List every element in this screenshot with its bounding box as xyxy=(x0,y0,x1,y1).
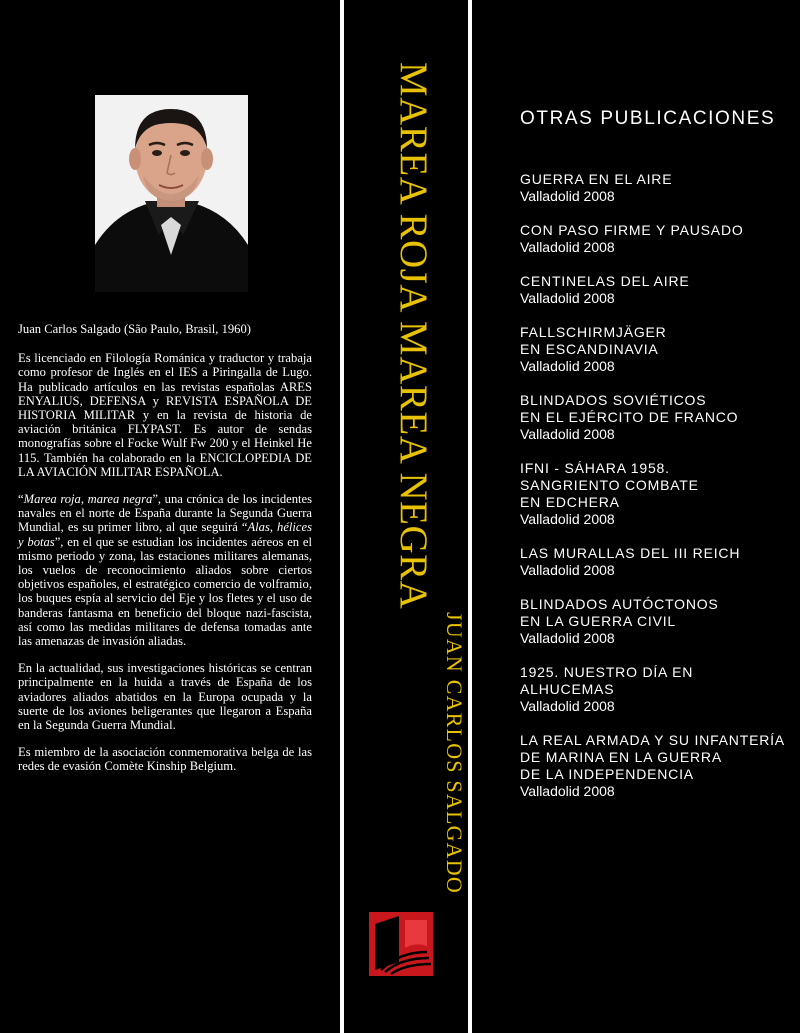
publication-title: CON PASO FIRME Y PAUSADO xyxy=(520,222,744,238)
publication-place-year: Valladolid 2008 xyxy=(520,698,615,714)
publication-title: BLINDADOS SOVIÉTICOS EN EL EJÉRCITO DE FRANCO xyxy=(520,392,739,425)
bio-paragraph-2-rest: ”, en el que se estudian los incidentes aéreos en el mismo periodo y zona, las estaciones militares alemanas, los vuelos de reconocimiento aliados sobre ciertos objetivos españoles, el estratégico comercio de volframio, los buques espía al servicio del Eje y los fletes y el uso de banderas fantasma en beneficio del bloque nazi-fascista, así como las medidas militares de defensa tomadas ante las amenazas de invasión aliadas. xyxy=(18,534,312,649)
author-portrait-image xyxy=(95,95,248,292)
publication-title: IFNI - SÁHARA 1958. SANGRIENTO COMBATE EN EDCHERA xyxy=(520,460,699,510)
publication-place-year: Valladolid 2008 xyxy=(520,188,615,204)
publication-title: GUERRA EN EL AIRE xyxy=(520,171,673,187)
spine-title: MAREA ROJA MAREA NEGRA xyxy=(392,62,435,610)
publication-item xyxy=(520,664,788,715)
bio-paragraph-4: Es miembro de la asociación conmemorativa belga de las redes de evasión Comète Kinship Belgium. xyxy=(18,745,312,774)
book-title-1: Marea roja, marea negra xyxy=(23,492,153,507)
publication-place-year: Valladolid 2008 xyxy=(520,783,615,799)
publication-title: 1925. NUESTRO DÍA EN ALHUCEMAS xyxy=(520,664,694,697)
book-title-2: Alas, hélices y botas xyxy=(18,520,312,549)
publication-item xyxy=(520,460,788,528)
publication-item xyxy=(520,392,788,443)
publication-item xyxy=(520,545,788,579)
bio-paragraph-1: Es licenciado en Filología Románica y traductor y trabaja como profesor de Inglés en el IES a Piringalla de Lugo. Ha publicado artículos en las revistas españolas ARES ENYALIUS, DEFENSA y REVISTA ESPAÑOLA DE HISTORIA MILITAR y en la revista de historia de aviación británica FLYPAST. Es autor de sendas monografías sobre el Focke Wulf Fw 200 y el Heinkel He 115. También ha colaborado en la ENCICLOPEDIA DE LA AVIACIÓN MILITAR ESPAÑOLA. xyxy=(18,351,312,479)
publication-item xyxy=(520,732,788,800)
author-photo xyxy=(95,95,248,292)
publication-item xyxy=(520,324,788,375)
publication-title: BLINDADOS AUTÓCTONOS EN LA GUERRA CIVIL xyxy=(520,596,719,629)
publication-place-year: Valladolid 2008 xyxy=(520,426,615,442)
publication-title: CENTINELAS DEL AIRE xyxy=(520,273,690,289)
quote-open: “ xyxy=(18,492,24,507)
spine-author: JUAN CARLOS SALGADO xyxy=(442,612,467,894)
bio-paragraph-2-mid: ”, una crónica de los incidentes navales en el norte de España durante la Segunda Guerra Mundial, es su primer libro, al que seguirá “ xyxy=(18,492,312,535)
publisher-logo-icon xyxy=(369,912,433,976)
publication-title: LA REAL ARMADA Y SU INFANTERÍA DE MARINA EN LA GUERRA DE LA INDEPENDENCIA xyxy=(520,732,785,782)
publication-place-year: Valladolid 2008 xyxy=(520,511,615,527)
publication-place-year: Valladolid 2008 xyxy=(520,239,615,255)
publication-place-year: Valladolid 2008 xyxy=(520,562,615,578)
publication-title: LAS MURALLAS DEL III REICH xyxy=(520,545,741,561)
author-line: Juan Carlos Salgado (São Paulo, Brasil, 1960) xyxy=(18,322,251,336)
publication-item xyxy=(520,222,788,256)
publications-list xyxy=(520,171,788,817)
publication-item xyxy=(520,171,788,205)
author-biography xyxy=(18,322,312,787)
publication-place-year: Valladolid 2008 xyxy=(520,630,615,646)
bio-paragraph-3: En la actualidad, sus investigaciones históricas se centran principalmente en la huida a través de España de los aviadores aliados abatidos en la Europa ocupada y la suerte de los aviones beligerantes que llegaron a España en la Segunda Guerra Mundial. xyxy=(18,661,312,733)
publication-place-year: Valladolid 2008 xyxy=(520,290,615,306)
publication-item xyxy=(520,273,788,307)
publisher-logo xyxy=(369,912,433,976)
publication-place-year: Valladolid 2008 xyxy=(520,358,615,374)
bio-paragraph-2 xyxy=(18,492,312,648)
publication-item xyxy=(520,596,788,647)
publication-title: FALLSCHIRMJÄGER EN ESCANDINAVIA xyxy=(520,324,667,357)
other-publications-heading: OTRAS PUBLICACIONES xyxy=(520,108,776,129)
